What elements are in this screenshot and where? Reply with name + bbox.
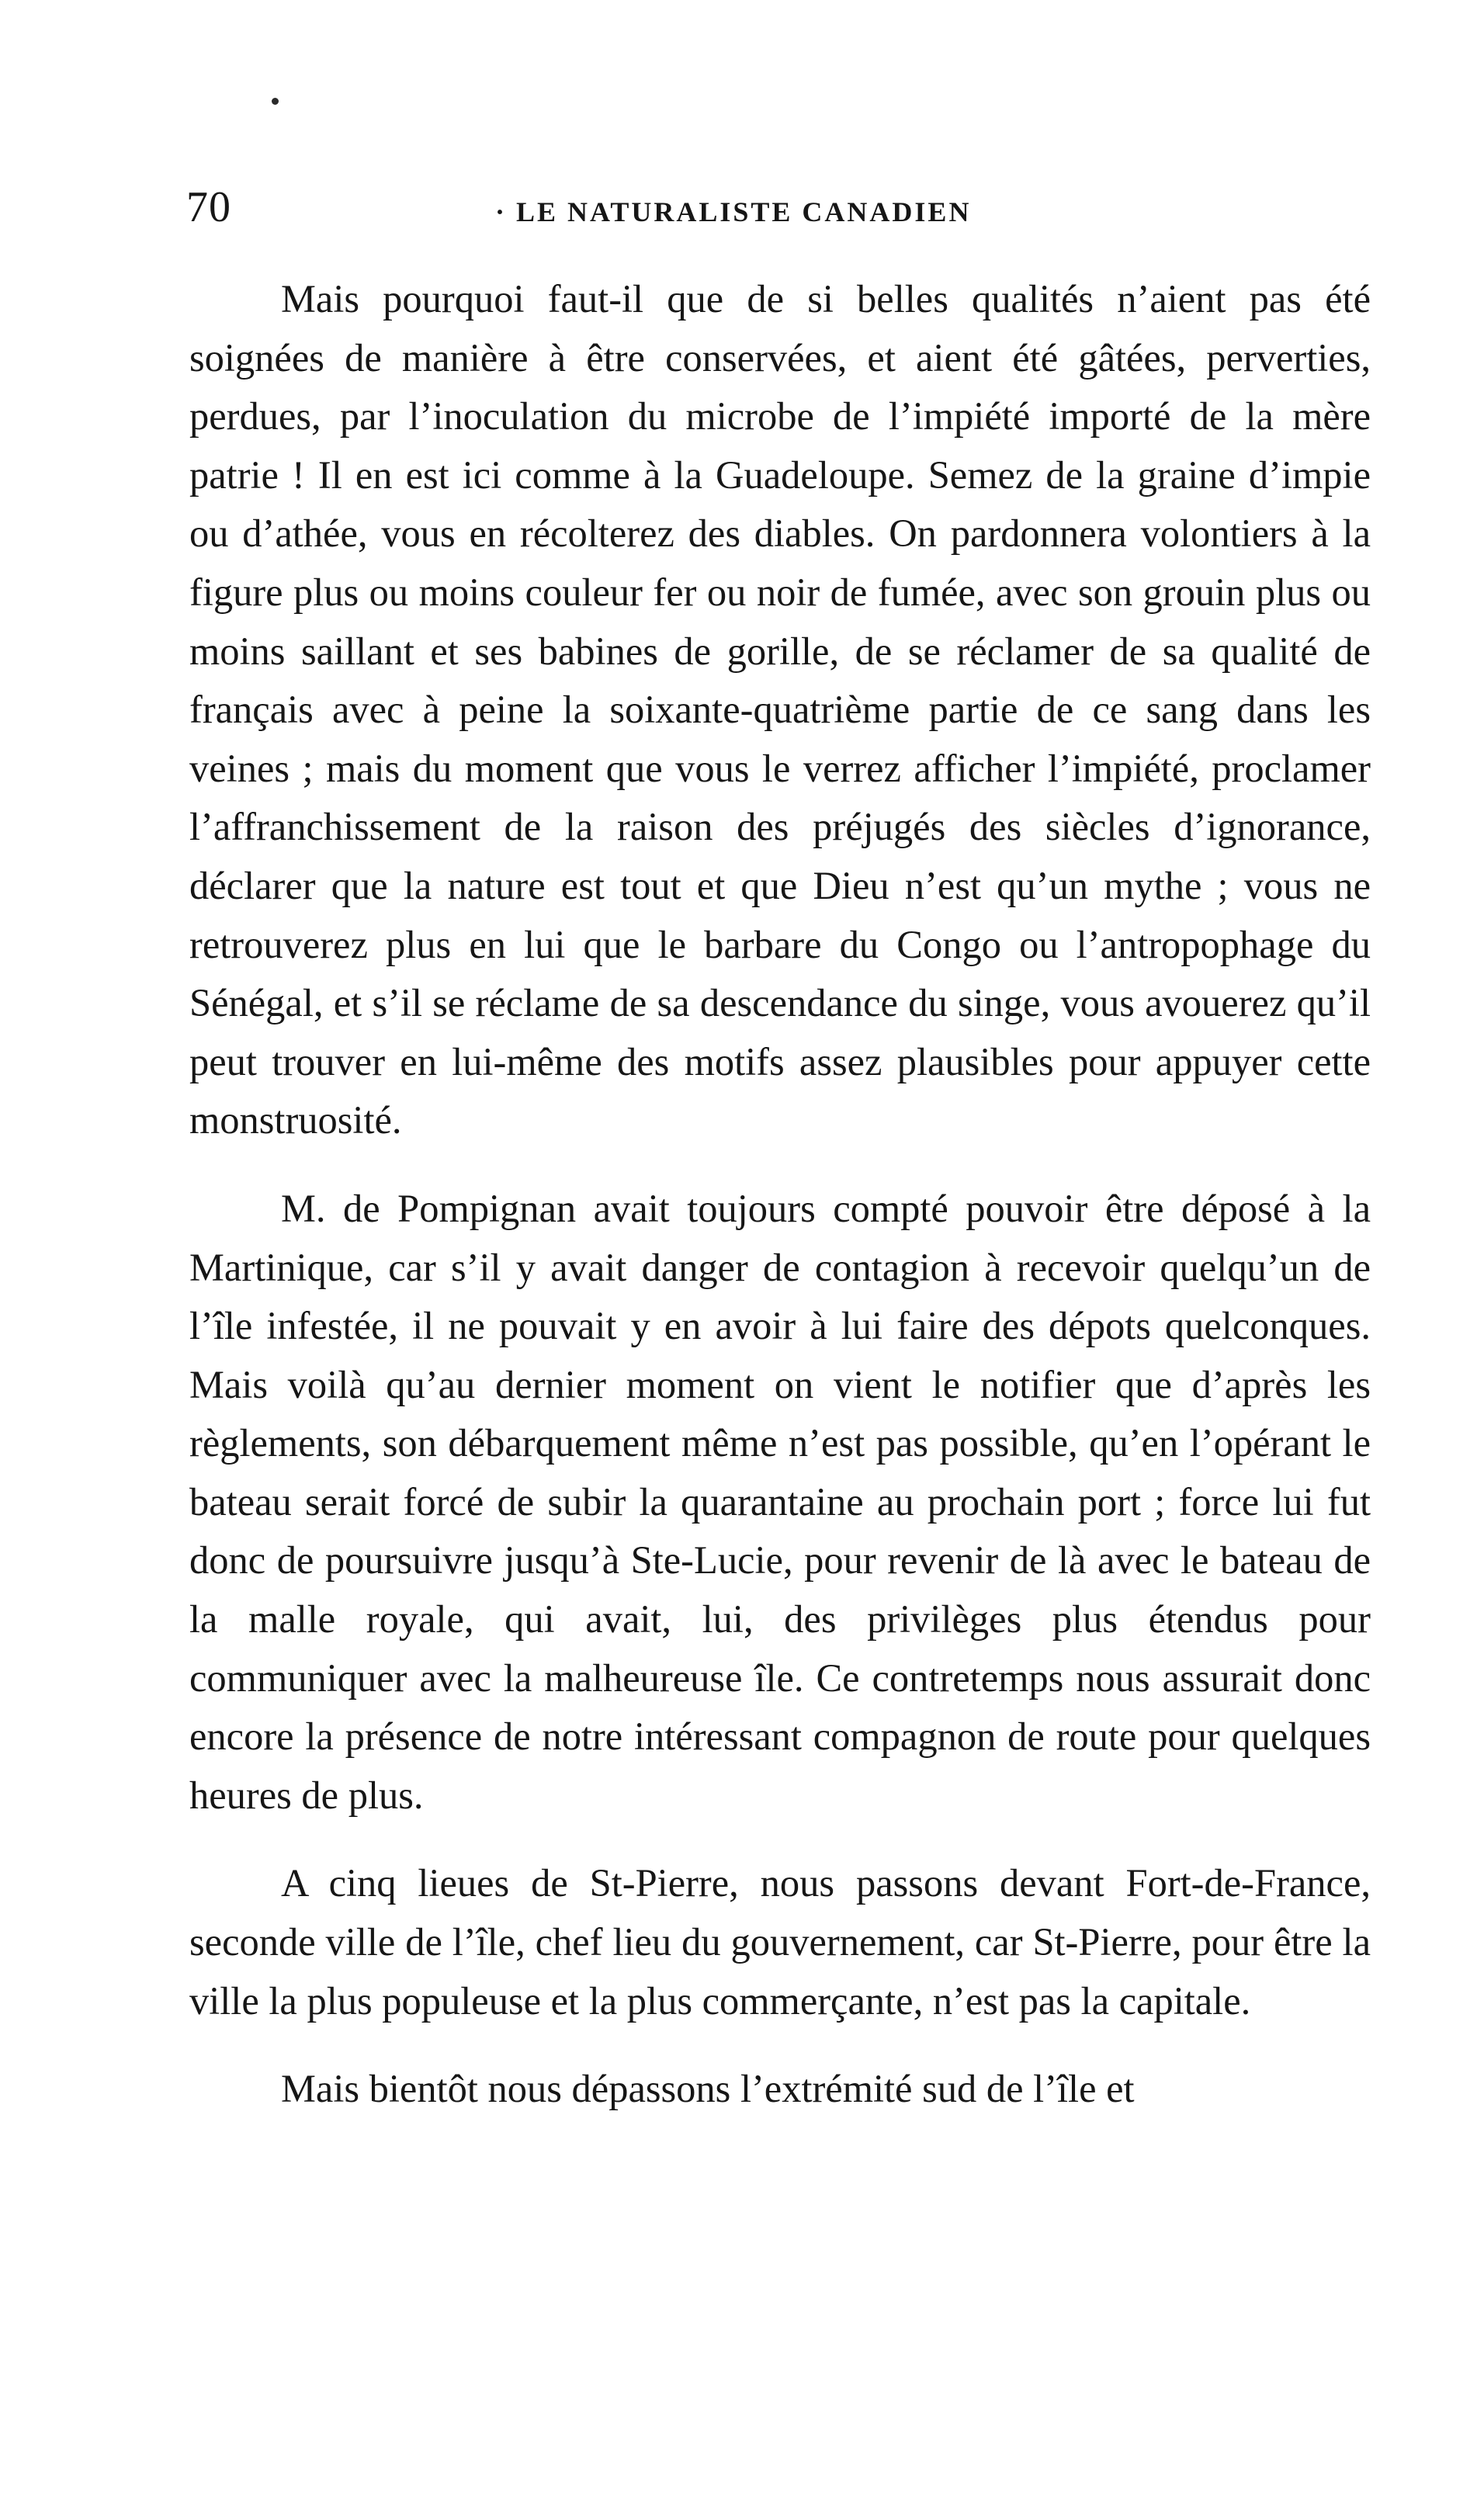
paragraph: M. de Pompignan avait toujours compté pouvoir être déposé à la Martinique, car s’il y avait danger de contagion à recevoir quelqu’un de l’île infestée, il ne pouvait y en avoir à lui faire des dépots quelconques. Mais voilà qu’au dernier moment on vient le notifier que d’après les règlements, son débarquement même n’est pas possible, qu’en l’opérant le bateau serait forcé de subir la quarantaine au prochain port ; force lui fut donc de poursuivre jusqu’à Ste-Lucie, pour revenir de là avec le bateau de la malle royale, qui avait, lui, des privilèges plus étendus pour communiquer avec la malheureuse île. Ce contretemps nous assurait donc encore la présence de notre intéressant compagnon de route pour quelques heures de plus. <box>189 1186 1371 1817</box>
paragraph: Mais bientôt nous dépassons l’extrémité sud de l’île et <box>281 2067 1135 2111</box>
page-header <box>186 180 1382 242</box>
body-text <box>189 270 1371 2119</box>
page-number: 70 <box>186 183 231 231</box>
ink-speck <box>272 98 279 105</box>
running-title: · LE NATURALISTE CANADIEN <box>495 196 972 227</box>
paragraph: A cinq lieues de St-Pierre, nous passons devant Fort-de-France, seconde ville de l’île, chef lieu du gouvernement, car St-Pierre, pour être la ville la plus populeuse et la plus commerçante, n’est pas la capitale. <box>189 1861 1371 2023</box>
paragraph: Mais pourquoi faut-il que de si belles qualités n’aient pas été soignées de manière à être conservées, et aient été gâtées, perverties, perdues, par l’inoculation du microbe de l’impiété importé de la mère patrie ! Il en est ici comme à la Guadeloupe. Semez de la graine d’impie ou d’athée, vous en récolterez des diables. On pardonnera volontiers à la figure plus ou moins couleur fer ou noir de fumée, avec son grouin plus ou moins saillant et ses babines de gorille, de se réclamer de sa qualité de français avec à peine la soixante-quatrième partie de ce sang dans les veines ; mais du moment que vous le verrez afficher l’impiété, proclamer l’affranchissement de la raison des préjugés des siècles d’ignorance, déclarer que la nature est tout et que Dieu n’est qu’un mythe ; vous ne retrouverez plus en lui que le barbare du Congo ou l’antropophage du Sénégal, et s’il se réclame de sa descendance du singe, vous avouerez qu’il peut trouver en lui-même des motifs assez plausibles pour appuyer cette monstruosité. <box>189 277 1371 1142</box>
